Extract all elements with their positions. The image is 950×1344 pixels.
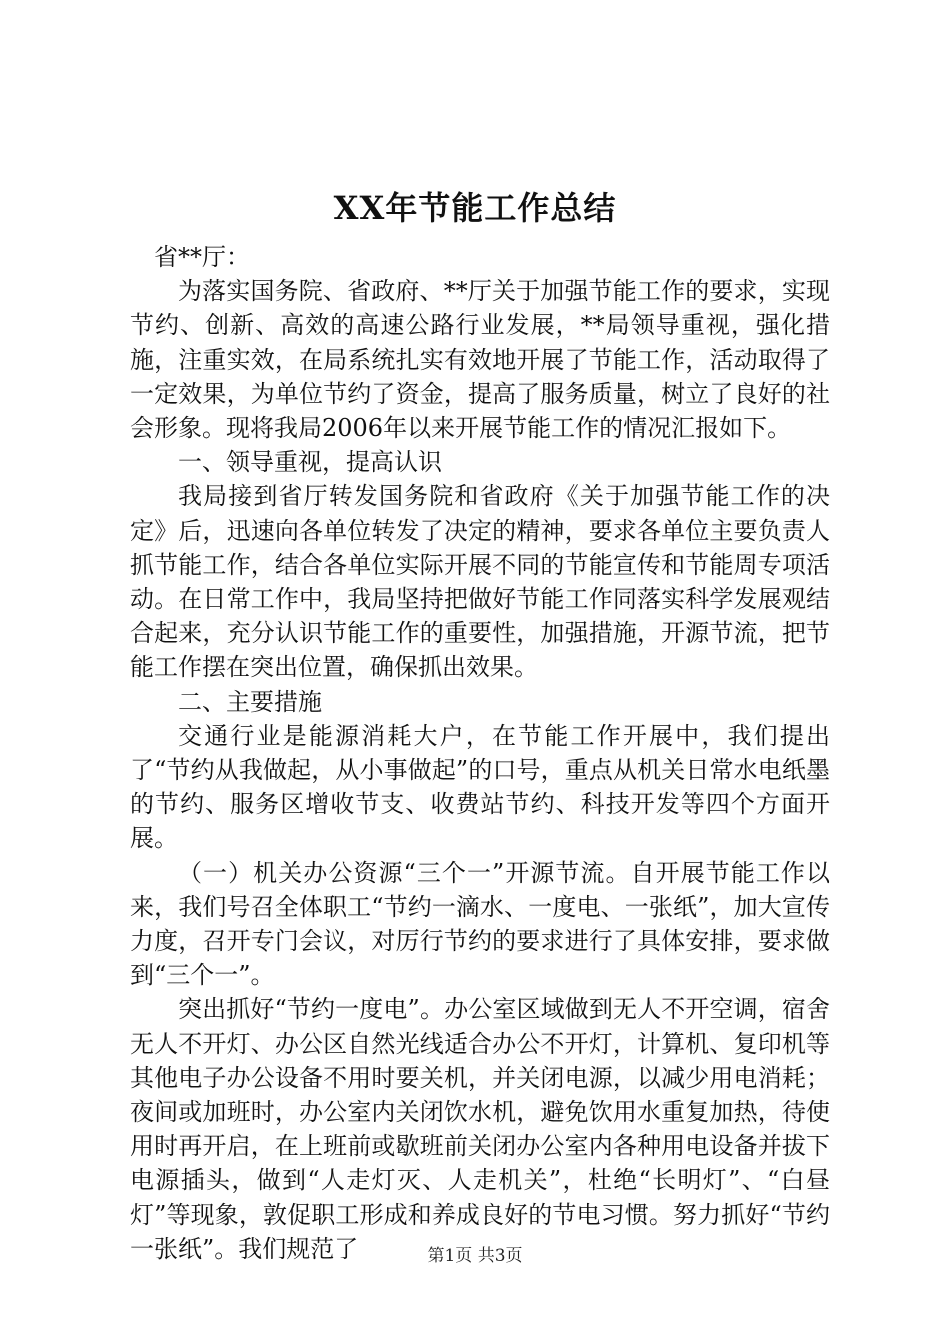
paragraph-section-2: 交通行业是能源消耗大户，在节能工作开展中，我们提出了“节约从我做起，从小事做起”的口号，重点从机关日常水电纸墨的节约、服务区增收节支、收费站节约、科技开发等四个方面开展。 bbox=[130, 721, 830, 853]
document-body bbox=[130, 240, 830, 1266]
section-heading-1: 一、领导重视，提高认识 bbox=[178, 448, 442, 477]
page-footer: 第1页 共3页 bbox=[427, 1246, 523, 1266]
paragraph-intro: 为落实国务院、省政府、**厅关于加强节能工作的要求，实现节约、创新、高效的高速公路行业发展，**局领导重视，强化措施，注重实效，在局系统扎实有效地开展了节能工作，活动取得了一定效果，为单位节约了资金，提高了服务质量，树立了良好的社会形象。现将我局2006年以来开展节能工作的情况汇报如下。 bbox=[130, 277, 830, 443]
document-title: XX年节能工作总结 bbox=[333, 189, 617, 227]
paragraph-subsection-1: （一）机关办公资源“三个一”开源节流。自开展节能工作以来，我们号召全体职工“节约一滴水、一度电、一张纸”，加大宣传力度，召开专门会议，对厉行节约的要求进行了具体安排，要求做到“三个一”。 bbox=[130, 858, 830, 990]
paragraph-electricity: 突出抓好“节约一度电”。办公室区域做到无人不开空调，宿舍无人不开灯、办公区自然光线适合办公不开灯，计算机、复印机等其他电子办公设备不用时要关机，并关闭电源，以减少用电消耗；夜间或加班时，办公室内关闭饮水机，避免饮用水重复加热，待使用时再开启，在上班前或歇班前关闭办公室内各种用电设备并拔下电源插头，做到“人走灯灭、人走机关”，杜绝“长明灯”、“白昼灯”等现象，敦促职工形成和养成良好的节电习惯。努力抓好“节约一张纸”。我们规范了 bbox=[130, 995, 830, 1263]
paragraph-section-1: 我局接到省厅转发国务院和省政府《关于加强节能工作的决定》后，迅速向各单位转发了决定的精神，要求各单位主要负责人抓节能工作，结合各单位实际开展不同的节能宣传和节能周专项活动。在日常工作中，我局坚持把做好节能工作同落实科学发展观结合起来，充分认识节能工作的重要性，加强措施，开源节流，把节能工作摆在突出位置，确保抓出效果。 bbox=[130, 482, 830, 682]
section-heading-2: 二、主要措施 bbox=[178, 687, 322, 716]
salutation: 省**厅： bbox=[154, 243, 250, 271]
